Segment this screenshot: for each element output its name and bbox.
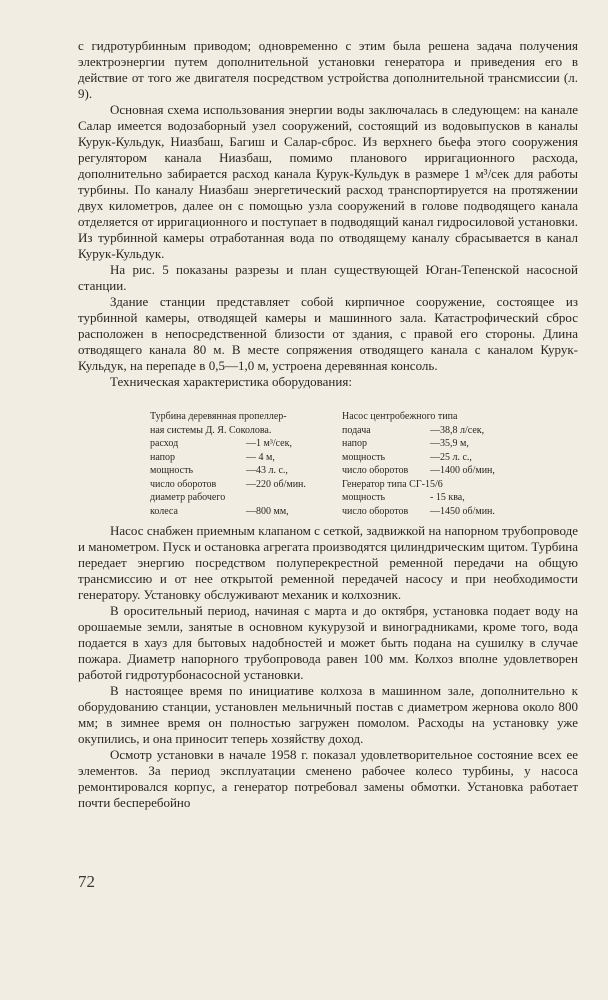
spec-key: число оборотов bbox=[150, 478, 217, 490]
spec-row bbox=[150, 437, 350, 451]
paragraph-4: Здание станции представляет собой кирпичное сооружение, состоящее из турбинной камеры, отводящей камеры и машинного зала. Катастрофический сброс расположен в непосредственной близости от здания, с правой его стороны. Длина отводящего канала 80 м. В месте сопряжения отводящего канала с каналом Курук-Кульдук, на перепаде в 0,5—1,0 м, устроена деревянная консоль. bbox=[78, 294, 578, 373]
spec-value: —1450 об/мин. bbox=[430, 505, 495, 517]
spec-value: —38,8 л/сек, bbox=[430, 424, 485, 436]
spec-value: - 15 ква, bbox=[430, 492, 465, 503]
spec-key: расход bbox=[150, 438, 179, 449]
spec-key: диаметр рабочего bbox=[150, 492, 226, 503]
spec-key: число оборотов bbox=[342, 465, 409, 476]
spec-row bbox=[150, 410, 350, 424]
turbine-specs-column bbox=[150, 410, 350, 518]
spec-value: —25 л. с., bbox=[430, 451, 472, 463]
spec-row bbox=[342, 424, 552, 438]
spec-value: —220 об/мин. bbox=[246, 478, 306, 490]
spec-row bbox=[342, 478, 552, 492]
equipment-specs bbox=[150, 410, 550, 517]
spec-value: —35,9 м, bbox=[430, 438, 469, 449]
spec-row bbox=[342, 451, 552, 465]
page-number: 72 bbox=[78, 872, 95, 891]
spec-key: мощность bbox=[342, 492, 385, 503]
spec-row bbox=[150, 478, 350, 492]
spec-row bbox=[342, 464, 552, 478]
spec-row bbox=[150, 424, 350, 438]
pump-generator-specs-column bbox=[342, 410, 552, 518]
spec-key: мощность bbox=[150, 465, 193, 476]
spec-key: число оборотов bbox=[342, 505, 409, 517]
paragraph-1: с гидротурбинным приводом; одновременно с этим была решена задача получения электроэнергии путем дополнительной установки генератора и приведения его в действие от того же двигателя посредством устройства дополнительной трансмиссии (л. 9). bbox=[78, 38, 578, 101]
paragraph-3: На рис. 5 показаны разрезы и план существующей Юган-Тепенской насосной станции. bbox=[78, 262, 578, 293]
spec-key: подача bbox=[342, 424, 371, 436]
spec-key: колеса bbox=[150, 505, 178, 517]
spec-key: напор bbox=[150, 451, 176, 463]
spec-row bbox=[342, 410, 552, 424]
paragraph-5: Техническая характеристика оборудования: bbox=[110, 374, 352, 389]
spec-row bbox=[342, 491, 552, 505]
paragraph-7: В оросительный период, начиная с марта и до октября, установка подает воду на орошаемые земли, занятые в основном кукурузой и виноградниками, кроме того, вода подается в хауз для бытовых надобностей и может быть подана на сушилку в случае пожара. Диаметр напорного трубопровода равен 100 мм. Колхоз вполне удовлетворен работой гидротурбонасосной установки. bbox=[78, 603, 578, 682]
spec-row bbox=[150, 451, 350, 465]
paragraph-8: В настоящее время по инициативе колхоза в машинном зале, дополнительно к оборудованию станции, установлен мельничный постав с диаметром жернова около 800 мм; в зимнее время он полностью загружен помолом. Расходы на установку уже окупились, и она приносит теперь хозяйству доход. bbox=[78, 683, 578, 746]
page-body bbox=[78, 38, 578, 811]
spec-key: Генератор типа СГ-15/6 bbox=[342, 478, 443, 490]
paragraph-9: Осмотр установки в начале 1958 г. показал удовлетворительное состояние всех ее элементов. За период эксплуатации сменено рабочее колесо турбины, у насоса ремонтировался корпус, а генератор потребовал замены обмотки. Установка работает почти бесперебойно bbox=[78, 747, 578, 810]
paragraph-6: Насос снабжен приемным клапаном с сеткой, задвижкой на напорном трубопроводе и манометром. Пуск и остановка агрегата производятся цилиндрическим щитом. Турбина передает энергию посредством полуперекрестной ременной передачи на общую трансмиссию и от нее открытой ременной передачей насосу и при необходимости генератору. Установку обслуживают механик и колхозник. bbox=[78, 523, 578, 602]
spec-key: напор bbox=[342, 438, 368, 449]
spec-value: —1 м³/сек, bbox=[246, 438, 292, 449]
spec-row bbox=[342, 437, 552, 451]
spec-key: Турбина деревянная пропеллер- bbox=[150, 411, 287, 422]
spec-key: мощность bbox=[342, 451, 385, 463]
paragraph-2: Основная схема использования энергии воды заключалась в следующем: на канале Салар имеется водозаборный узел сооружений, состоящий из водовыпусков в каналы Курук-Кульдук, Ниазбаш, Багиш и Салар-сброс. Из верхнего бьефа этого сооружения регулятором канала Ниазбаш, помимо планового ирригационного расхода, дополнительно забирается расход канала Курук-Кульдук в размере 1 м³/сек для работы турбины. По каналу Ниазбаш энергетический расход транспортируется на протяжении двух километров, далее он с помощью узла сооружений в голове подводящего канала отделяется от ирригационного и поступает в подводящий канал гидросиловой установки. Из турбинной камеры отработанная вода по отводящему каналу сбрасывается в канал Курук-Кульдук. bbox=[78, 102, 578, 261]
spec-value: —43 л. с., bbox=[246, 465, 288, 476]
spec-key: ная системы Д. Я. Соколова. bbox=[150, 424, 272, 436]
spec-row bbox=[150, 464, 350, 478]
spec-value: — 4 м, bbox=[246, 451, 275, 463]
spec-key: Насос центробежного типа bbox=[342, 411, 458, 422]
spec-row bbox=[342, 505, 552, 519]
spec-row bbox=[150, 491, 350, 505]
spec-row bbox=[150, 505, 350, 519]
spec-value: —800 мм, bbox=[246, 505, 289, 517]
spec-value: —1400 об/мин, bbox=[430, 465, 495, 476]
